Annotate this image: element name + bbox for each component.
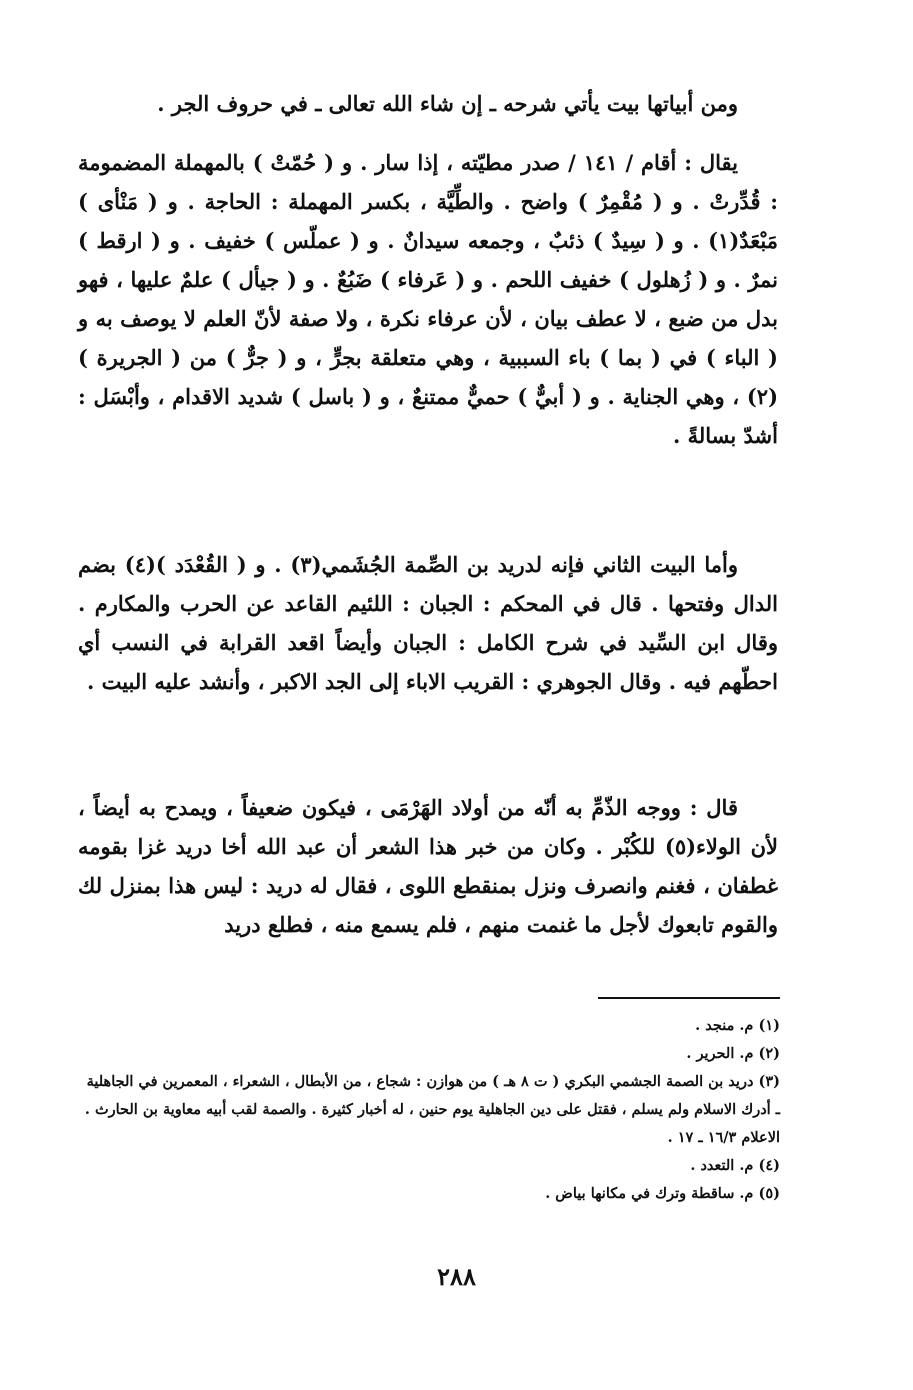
footnote-1: (١) م. منجد . — [695, 1017, 780, 1034]
paragraph-2 — [78, 545, 778, 701]
paragraph-2-text: وأما البيت الثاني فإنه لدريد بن الصِّمة الجُشَمي(٣) . و ( القُعْدَد )(٤) بضم الدال وفتحها . قال في المحكم : الجبان : اللئيم القاعد عن الحرب والمكارم . وقال ابن السِّيد في شرح الكامل : الجبان وأيضاً اقعد القرابة في النسب أي احطّهم فيه . وقال الجوهري : القريب الاباء إلى الجد الاكبر ، وأنشد عليه البيت . — [78, 552, 778, 694]
intro-text: ومن أبياتها بيت يأتي شرحه ـ إن شاء الله تعالى ـ في حروف الجر . — [157, 91, 738, 116]
footnote-3: (٣) دريد بن الصمة الجشمي البكري ( ت ٨ هـ ) من هوازن : شجاع ، من الأبطال ، الشعراء ، المعمرين في الجاهلية ـ أدرك الاسلام ولم يسلم ، فقتل على دين الجاهلية يوم حنين ، له أخبار كثيرة . والصمة لقب أبيه معاوية بن الحارث . الاعلام ١٦/٣ ـ ١٧ . — [84, 1073, 780, 1146]
paragraph-1 — [78, 143, 778, 455]
paragraph-1-text: يقال : أقام / ١٤١ / صدر مطيّته ، إذا سار . و ( حُمّتْ ) بالمهملة المضمومة : قُدِّرتْ . و ( مُقْمِرٌ ) واضح . والطِّيَّة ، بكسر المهملة : الحاجة . و ( مَنْأى ) مَبْعَدٌ(١) . و ( سِيدٌ ) ذئبٌ ، وجمعه سيدانٌ . و ( عملّس ) خفيف . و ( ارقط ) نمرٌ . و ( زُهلول ) خفيف اللحم . و ( عَرفاء ) ضَبُعٌ . و ( جيأل ) علمٌ عليها ، فهو بدل من ضبع ، لا عطف بيان ، لأن عرفاء نكرة ، ولا صفة لأنّ العلم لا يوصف به و ( الباء ) في ( بما ) باء السببية ، وهي متعلقة بجرٍّ ، و ( جرٌّ ) من ( الجريرة )(٢) ، وهي الجناية . و ( أبيٌّ ) حميٌّ ممتنعٌ ، و ( باسل ) شديد الاقدام ، وأبْسَل : أشدّ بسالةً . — [78, 150, 778, 448]
paragraph-3 — [78, 788, 778, 944]
footnote-separator — [598, 997, 780, 999]
intro-line — [78, 84, 778, 123]
paragraph-3-text: قال : ووجه الذّمِّ به أنّه من أولاد الهَرْمَى ، فيكون ضعيفاً ، ويمدح به أيضاً ، لأن الولاء(٥) للكُبْر . وكان من خبر هذا الشعر أن عبد الله أخا دريد غزا بقومه غطفان ، فغنم وانصرف ونزل بمنقطع اللوى ، فقال له دريد : ليس هذا بمنزل لك والقوم تابعوك لأجل ما غنمت منهم ، فلم يسمع منه ، فطلع دريد — [78, 795, 778, 937]
page-number: ٢٨٨ — [437, 1262, 476, 1291]
footnote-4: (٤) م. التعدد . — [690, 1157, 780, 1174]
footnotes — [78, 1012, 780, 1208]
footnote-2: (٢) م. الحرير . — [686, 1045, 780, 1062]
footnote-5: (٥) م. ساقطة وترك في مكانها بياض . — [545, 1185, 780, 1202]
